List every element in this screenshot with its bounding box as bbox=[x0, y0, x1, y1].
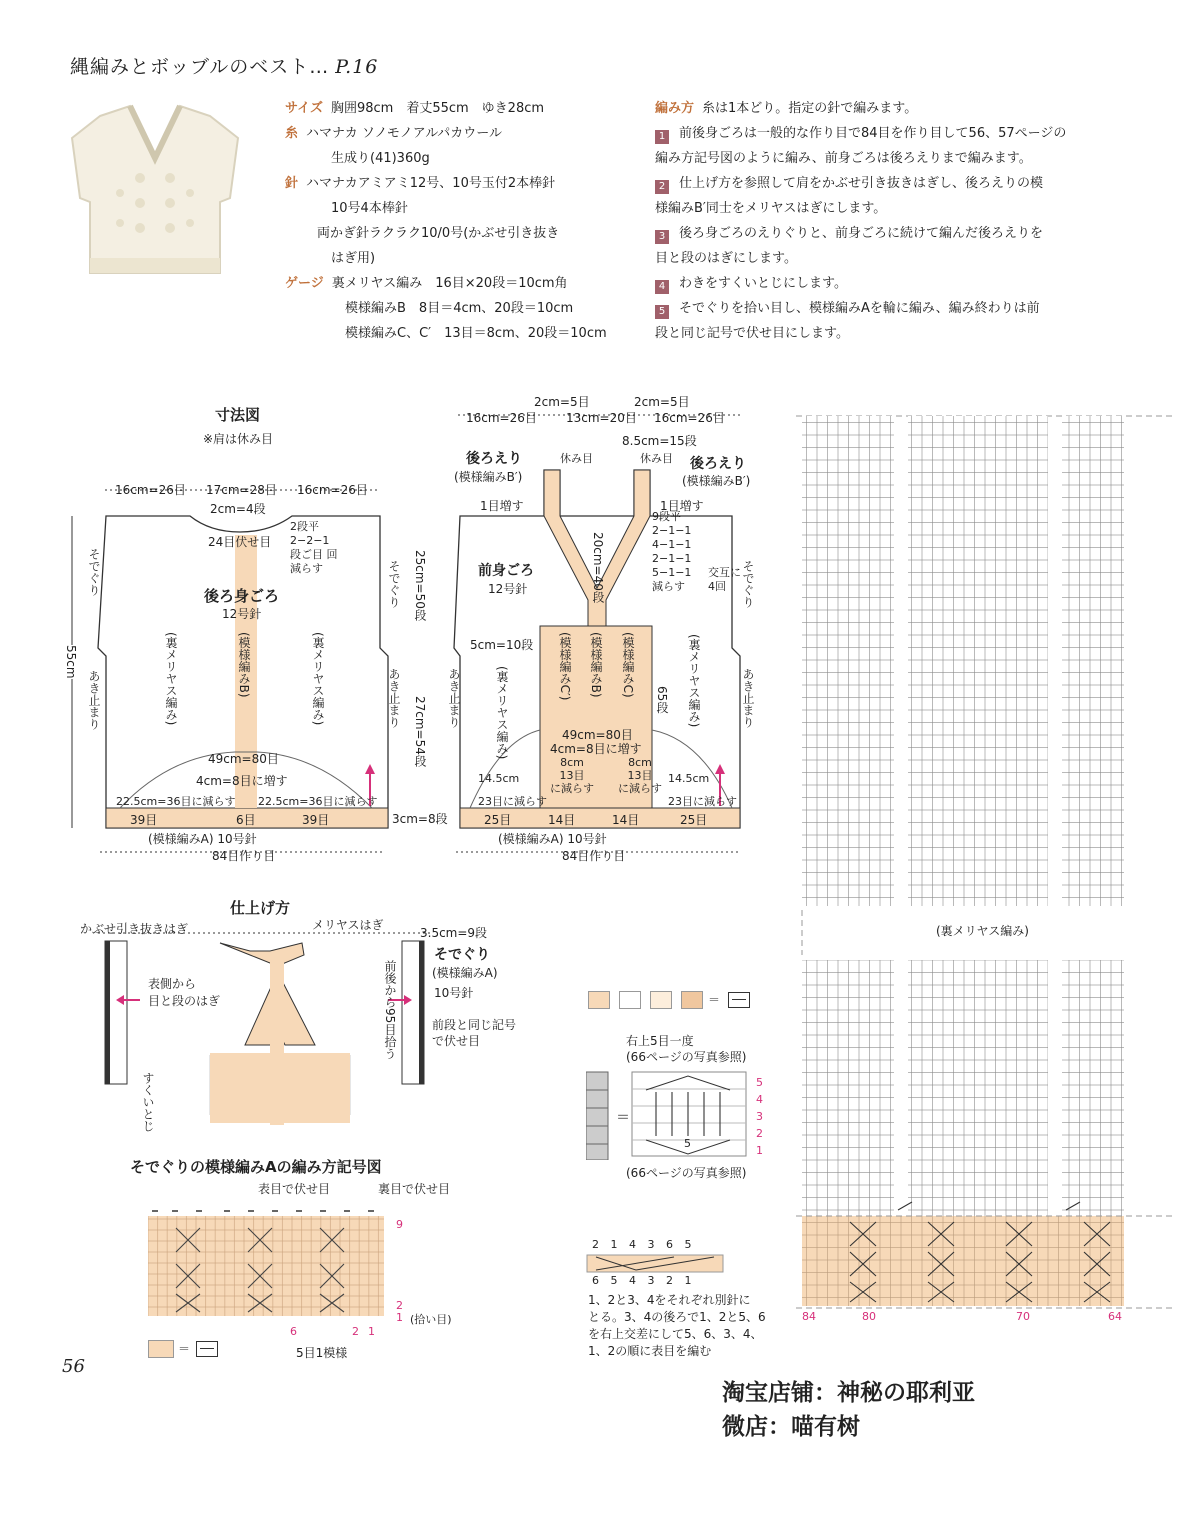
dec5-chart bbox=[586, 1070, 776, 1160]
front-bb: (模様編みB) bbox=[589, 632, 603, 698]
front-needle: 12号針 bbox=[488, 582, 528, 596]
front-d85: 8.5cm=15段 bbox=[622, 434, 697, 448]
page-number: 56 bbox=[62, 1356, 85, 1377]
sym-t1: 右上5目一度 bbox=[626, 1034, 694, 1048]
legend-eq: ＝ bbox=[708, 993, 721, 1007]
front-rib: (模様編みA) 10号針 bbox=[498, 832, 607, 846]
finish-omote: 表側から bbox=[148, 977, 197, 991]
front-sleeve-r: そでぐり bbox=[741, 560, 755, 608]
cross-top bbox=[592, 1238, 692, 1251]
vest-photo-icon bbox=[60, 98, 250, 278]
back-dec3: 段ご目 回 bbox=[290, 548, 338, 561]
front-r4: 2−1−1 bbox=[652, 552, 692, 565]
chartA-r1: 1 bbox=[396, 1311, 403, 1324]
chartA-grid bbox=[148, 1208, 384, 1326]
finish-kabuse: かぶせ引き抜きはぎ bbox=[80, 922, 189, 936]
finish-diagram bbox=[70, 915, 480, 1130]
gauge-line1: 裏メリヤス編み 16目×20段＝10cm角 bbox=[331, 276, 568, 291]
stamp-line2: 微店：喵有树 bbox=[722, 1414, 860, 1440]
front-s23r: 23目に減らす bbox=[668, 795, 737, 808]
yarn-line1: ハマナカ ソノモノアルパカウール bbox=[306, 126, 503, 141]
front-b14a: 14目 bbox=[548, 813, 576, 827]
finish-sode2: (模様編みA) bbox=[432, 966, 498, 980]
front-inc-l: 1目増す bbox=[480, 499, 524, 513]
cross-bot-1: 6 bbox=[592, 1274, 599, 1287]
method-block bbox=[655, 96, 1105, 346]
back-rib: (模様編みA) 10号針 bbox=[148, 832, 257, 846]
front-c2: (模様編みC) bbox=[621, 632, 635, 698]
cross-bot-3: 4 bbox=[629, 1274, 636, 1287]
front-cdec-r: に減らす bbox=[618, 782, 662, 795]
finish-sukui: すくいとじ bbox=[141, 1072, 155, 1132]
step-1b: 編み方記号図のように編み、前身ごろは後ろえりまで編みます。 bbox=[655, 151, 1032, 166]
front-cast: 84目作り目 bbox=[562, 849, 626, 863]
chartA-legend-purl bbox=[196, 1341, 218, 1357]
back-dec4: 減らす bbox=[290, 562, 323, 575]
finish-sode: そでぐり bbox=[434, 947, 490, 963]
front-left-v: (裏メリヤス編み) bbox=[495, 666, 509, 760]
step-1-badge: 1 bbox=[655, 130, 669, 144]
step-1a: 前後身ごろは一般的な作り目で84目を作り目して56、57ページの bbox=[679, 126, 1067, 141]
step-4-badge: 4 bbox=[655, 280, 669, 294]
chartA-omote-bo: 表目で伏せ目 bbox=[258, 1182, 331, 1196]
back-inc: 4cm=8目に増す bbox=[196, 774, 288, 788]
front-dec bbox=[652, 510, 691, 594]
front-rest-l: 休み目 bbox=[560, 452, 593, 465]
back-b39l: 39目 bbox=[130, 813, 158, 827]
front-s-right bbox=[668, 772, 737, 808]
front-c8r: 8cm bbox=[628, 756, 652, 769]
cross-top-4: 3 bbox=[647, 1238, 655, 1251]
back-mid-v: (模様編みB) bbox=[237, 632, 251, 698]
page-title bbox=[70, 52, 378, 79]
front-top-l: 16cm=26目 bbox=[466, 411, 537, 425]
legend-purl bbox=[728, 992, 750, 1008]
spec-block bbox=[285, 96, 635, 346]
yarn-label: 糸 bbox=[285, 126, 299, 141]
cross-top-3: 4 bbox=[629, 1238, 636, 1251]
front-s-left bbox=[478, 772, 547, 808]
front-top-m: 13cm=20目 bbox=[566, 411, 637, 425]
chartA-title: そでぐりの模様編みAの編み方記号図 bbox=[130, 1158, 382, 1176]
page-ref: P.16 bbox=[335, 56, 379, 78]
front-c13l: 13目 bbox=[559, 769, 585, 782]
front-stop-r: あき止まり bbox=[741, 668, 755, 728]
front-r1: 9段平 bbox=[652, 510, 681, 523]
front-top-a: 2cm=5目 bbox=[534, 395, 590, 409]
front-b25l: 25目 bbox=[484, 813, 512, 827]
cross-bot-5: 2 bbox=[666, 1274, 673, 1287]
back-dec-r: 22.5cm=36目に減らす bbox=[258, 795, 378, 808]
front-r6: 減らす bbox=[652, 580, 685, 593]
sym-r2: 2 bbox=[756, 1127, 763, 1140]
size-value: 胸囲98cm 着丈55cm ゆき28cm bbox=[330, 101, 545, 116]
dim-27: 27cm=54段 bbox=[413, 696, 427, 767]
front-collar-r: 後ろえり bbox=[690, 456, 746, 472]
back-b6: 6目 bbox=[236, 813, 256, 827]
back-stop-r: あき止まり bbox=[387, 668, 401, 728]
finish-bind2: で伏せ目 bbox=[432, 1034, 481, 1048]
needle-line1: ハマナカアミアミ12号、10号玉付2本棒針 bbox=[306, 176, 556, 191]
front-s145l: 14.5cm bbox=[478, 772, 520, 785]
big-x84: 84 bbox=[802, 1310, 816, 1323]
cross-symbol bbox=[586, 1254, 726, 1274]
front-alt bbox=[708, 566, 741, 594]
finish-sode3: 10号針 bbox=[434, 986, 474, 1000]
sym-r3: 3 bbox=[756, 1110, 763, 1123]
front-right-v: (裏メリヤス編み) bbox=[687, 634, 701, 728]
cross-top-5: 6 bbox=[666, 1238, 673, 1251]
chartA-legend-eq: ＝ bbox=[178, 1342, 191, 1356]
step-3-badge: 3 bbox=[655, 230, 669, 244]
sym-r1: 1 bbox=[756, 1144, 763, 1157]
front-r2: 2−1−1 bbox=[652, 524, 692, 537]
back-b39r: 39目 bbox=[302, 813, 330, 827]
front-b14b: 14目 bbox=[612, 813, 640, 827]
cross-bot-4: 3 bbox=[647, 1274, 655, 1287]
dim-3: 3cm=8段 bbox=[392, 812, 448, 826]
back-dec bbox=[290, 520, 338, 576]
back-name: 後ろ身ごろ bbox=[204, 587, 280, 605]
front-b25r: 25目 bbox=[680, 813, 708, 827]
big-x64: 64 bbox=[1108, 1310, 1122, 1323]
yarn-line2: 生成り(41)360g bbox=[331, 151, 430, 166]
chartA-pick: (拾い目) bbox=[410, 1313, 452, 1326]
front-c8l: 8cm bbox=[560, 756, 584, 769]
big-x80: 80 bbox=[862, 1310, 876, 1323]
stamp-line1: 淘宝店铺：神秘の耶利亚 bbox=[722, 1380, 975, 1406]
sym-r4: 4 bbox=[756, 1093, 763, 1106]
front-c13r: 13目 bbox=[627, 769, 653, 782]
back-dec-l: 22.5cm=36目に減らす bbox=[116, 795, 236, 808]
step-2a: 仕上げ方を参照して肩をかぶせ引き抜きはぎし、後ろえりの模 bbox=[679, 176, 1044, 191]
chartA-repeat: 5目1模様 bbox=[296, 1346, 348, 1360]
back-sleeve-l: そでぐり bbox=[87, 548, 101, 596]
legend-swatch-1 bbox=[588, 991, 610, 1009]
step-5a: そでぐりを拾い目し、模様編みAを輪に編み、編み終わりは前 bbox=[679, 301, 1040, 316]
step-2b: 様編みB′同士をメリヤスはぎにします。 bbox=[655, 201, 887, 216]
back-left-v: (裏メリヤス編み) bbox=[164, 632, 178, 726]
shop-stamp bbox=[722, 1376, 975, 1444]
finish-bind1: 前段と同じ記号 bbox=[432, 1018, 517, 1032]
front-alt2: 4回 bbox=[708, 580, 726, 593]
front-alt1: 交互に bbox=[708, 566, 741, 579]
front-cdec-l: に減らす bbox=[550, 782, 594, 795]
front-c1: (模様編みC′) bbox=[558, 632, 572, 701]
front-rest-r: 休み目 bbox=[640, 452, 673, 465]
step-3a: 後ろ身ごろのえりぐりと、前身ごろに続けて編んだ後ろえりを bbox=[679, 226, 1044, 241]
chartA-r2: 2 bbox=[396, 1299, 403, 1312]
cross-top-1: 2 bbox=[592, 1238, 599, 1251]
cross-desc3: を右上交差にして5、6、3、4、 bbox=[588, 1327, 763, 1341]
cross-top-6: 5 bbox=[684, 1238, 692, 1251]
back-needle: 12号針 bbox=[222, 607, 262, 621]
back-top-r: 16cm=26目 bbox=[297, 483, 368, 497]
back-h55: 55cm bbox=[64, 645, 78, 679]
cross-bot-2: 5 bbox=[610, 1274, 618, 1287]
finish-meriyasu: メリヤスはぎ bbox=[312, 918, 384, 932]
finish-title: 仕上げ方 bbox=[230, 899, 291, 917]
back-neck-bo: 24目伏せ目 bbox=[208, 535, 272, 549]
cross-desc1: 1、2と3、4をそれぞれ別針に bbox=[588, 1293, 751, 1307]
back-top-m: 17cm=28目 bbox=[206, 483, 277, 497]
needle-line3: 両かぎ針ラクラク10/0号(かぶせ引き抜き bbox=[317, 226, 560, 241]
needle-line4: はぎ用) bbox=[331, 251, 376, 266]
step-3b: 目と段のはぎにします。 bbox=[655, 251, 797, 266]
back-dec1: 2段平 bbox=[290, 520, 319, 533]
front-d65: 65段 bbox=[655, 686, 669, 714]
front-collar-l: 後ろえり bbox=[466, 451, 522, 467]
size-label: サイズ bbox=[285, 101, 323, 116]
gauge-line3: 模様編みC、C′ 13目＝8cm、20段＝10cm bbox=[345, 326, 607, 341]
step-4: わきをすくいとじにします。 bbox=[679, 276, 847, 291]
front-collar-r2: (模様編みB′) bbox=[682, 474, 751, 488]
dim-25: 25cm=50段 bbox=[413, 550, 427, 621]
finish-meto: 目と段のはぎ bbox=[148, 994, 221, 1008]
chartA-legend-swatch bbox=[148, 1340, 174, 1358]
big-chart-grid bbox=[796, 410, 1176, 1315]
back-neck: 2cm=4段 bbox=[210, 502, 266, 516]
front-r5: 5−1−1 bbox=[652, 566, 692, 579]
cross-desc bbox=[588, 1292, 766, 1360]
method-intro: 糸は1本どり。指定の針で編みます。 bbox=[702, 101, 918, 116]
front-d5: 5cm=10段 bbox=[470, 638, 534, 652]
front-collar-l2: (模様編みB′) bbox=[454, 470, 523, 484]
front-top-r: 16cm=26目 bbox=[654, 411, 725, 425]
legend-swatch-4 bbox=[681, 991, 703, 1009]
cross-desc4: 1、2の順に表目を編む bbox=[588, 1344, 712, 1358]
chartA-c1: 1 bbox=[368, 1325, 375, 1338]
back-stop-l: あき止まり bbox=[87, 670, 101, 730]
step-5-badge: 5 bbox=[655, 305, 669, 319]
front-v20: 20cm=40段 bbox=[591, 532, 605, 603]
finish-pick: 前後から95目拾う bbox=[383, 960, 397, 1060]
step-5b: 段と同じ記号で伏せ目にします。 bbox=[655, 326, 849, 341]
svg-text:＝: ＝ bbox=[616, 1110, 630, 1126]
back-dec2: 2−2−1 bbox=[290, 534, 330, 547]
front-top-b: 2cm=5目 bbox=[634, 395, 690, 409]
chartA-ura-bo: 裏目で伏せ目 bbox=[378, 1182, 451, 1196]
method-label: 編み方 bbox=[655, 101, 695, 116]
front-c-left bbox=[550, 756, 594, 795]
cross-desc2: とる。3、4の後ろで1、2と5、6 bbox=[588, 1310, 766, 1324]
big-x70: 70 bbox=[1016, 1310, 1030, 1323]
front-s145r: 14.5cm bbox=[668, 772, 710, 785]
front-w80: 49cm=80目 bbox=[562, 728, 633, 742]
sym-t3: (66ページの写真参照) bbox=[626, 1166, 747, 1180]
sym-t2: (66ページの写真参照) bbox=[626, 1050, 747, 1064]
gauge-label: ゲージ bbox=[285, 276, 324, 291]
gauge-line2: 模様編みB 8目＝4cm、20段＝10cm bbox=[345, 301, 574, 316]
back-sleeve-r: そでぐり bbox=[387, 560, 401, 608]
big-chart-mid-label: (裏メリヤス編み) bbox=[936, 924, 1029, 938]
chartA-r9: 9 bbox=[396, 1218, 403, 1231]
front-stop-l: あき止まり bbox=[447, 668, 461, 728]
sym-r5: 5 bbox=[756, 1076, 763, 1089]
finish-d35: 3.5cm=9段 bbox=[420, 926, 488, 940]
back-w80: 49cm=80目 bbox=[208, 752, 279, 766]
chartA-c2: 2 bbox=[352, 1325, 359, 1338]
step-2-badge: 2 bbox=[655, 180, 669, 194]
back-top-l: 16cm=26目 bbox=[115, 483, 186, 497]
back-right-v: (裏メリヤス編み) bbox=[311, 632, 325, 726]
needle-label: 針 bbox=[285, 176, 299, 191]
sizing-note: ※肩は休み目 bbox=[203, 432, 274, 446]
chartA-c6: 6 bbox=[290, 1325, 297, 1338]
title-text: 縄編みとボッブルのベスト… bbox=[70, 56, 330, 78]
front-name: 前身ごろ bbox=[478, 563, 534, 579]
back-cast: 84目作り目 bbox=[212, 849, 276, 863]
needle-line2: 10号4本棒針 bbox=[331, 201, 408, 216]
front-s23l: 23目に減らす bbox=[478, 795, 547, 808]
front-inc: 4cm=8目に増す bbox=[550, 742, 642, 756]
front-c-right bbox=[618, 756, 662, 795]
front-r3: 4−1−1 bbox=[652, 538, 692, 551]
sym-center5: 5 bbox=[684, 1137, 691, 1150]
cross-top-2: 1 bbox=[610, 1238, 618, 1251]
cross-bot-6: 1 bbox=[684, 1274, 692, 1287]
legend-swatch-3 bbox=[650, 991, 672, 1009]
cross-bot bbox=[592, 1274, 692, 1287]
front-inc-r: 1目増す bbox=[660, 499, 704, 513]
legend-swatch-2 bbox=[619, 991, 641, 1009]
sizing-title: 寸法図 bbox=[215, 406, 261, 424]
